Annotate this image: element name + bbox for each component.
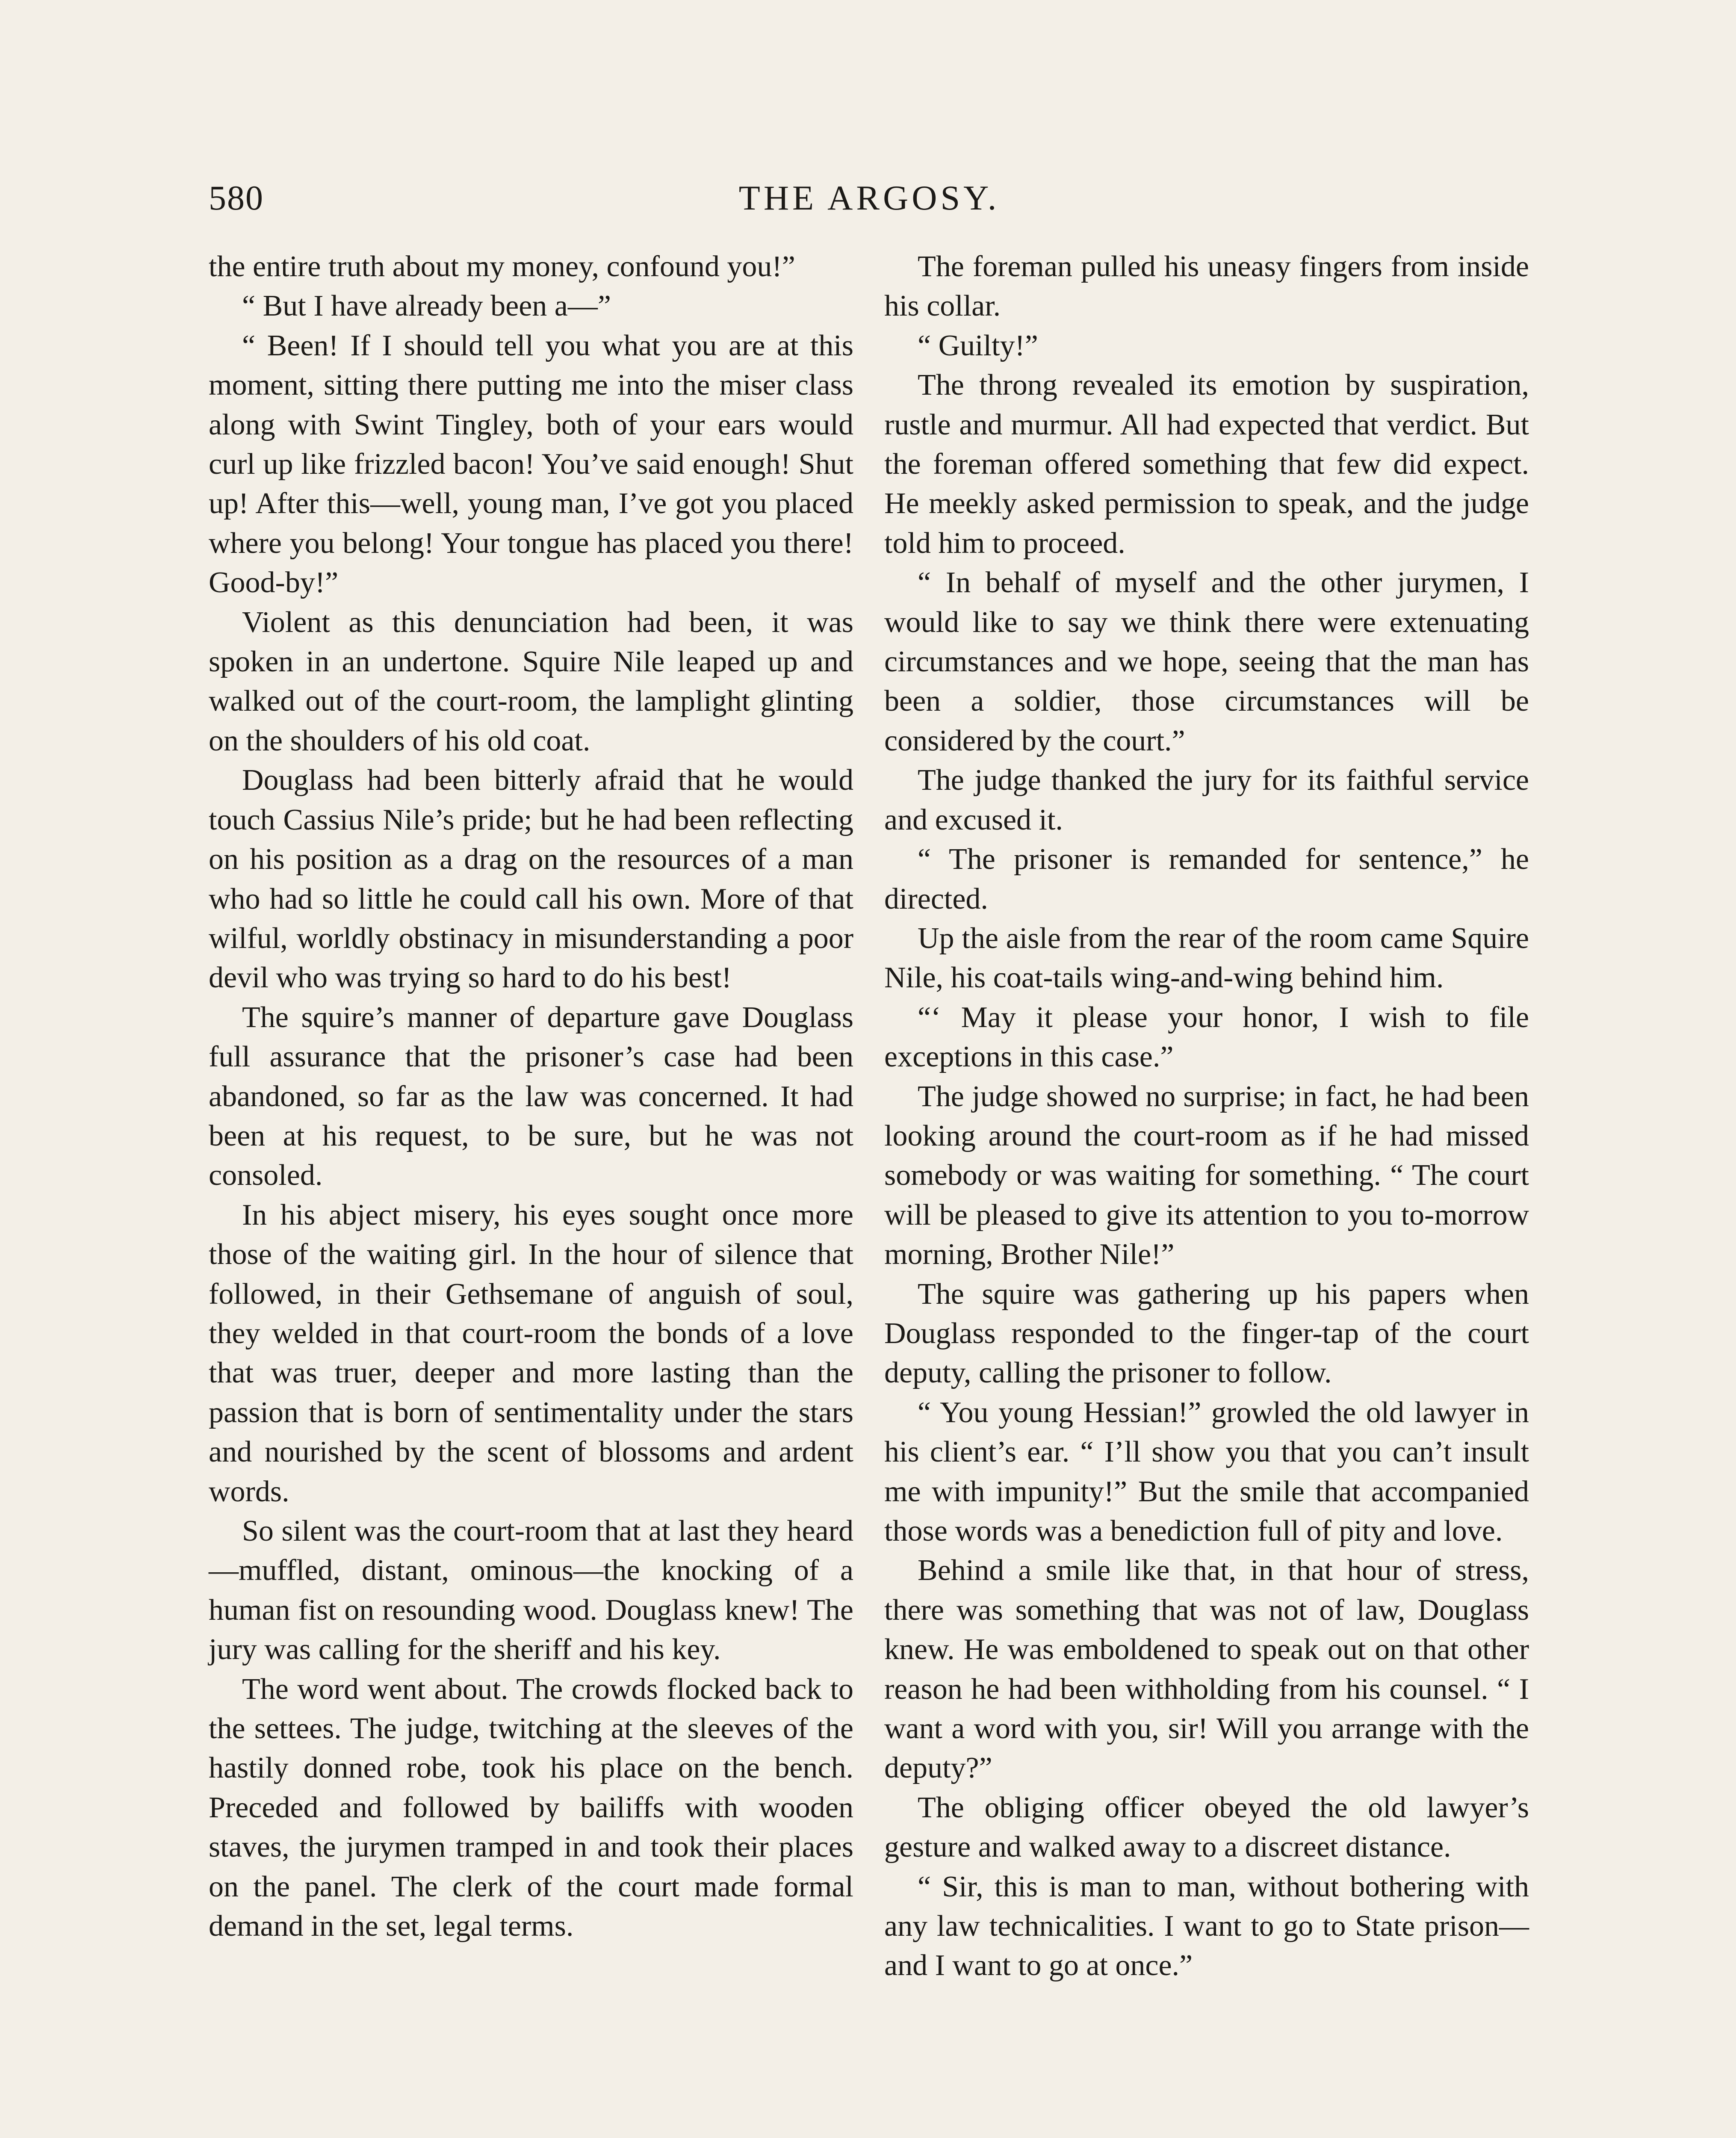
paragraph: The squire was gathering up his papers when Douglass responded to the finger-tap of the court deputy, calling the prisoner to follow. xyxy=(884,1277,1529,1390)
paragraph: Violent as this denunciation had been, it was spoken in an undertone. Squire Nile leaped up and walked out of the court-room, the lamplight glinting on the shoulders of his old coat. xyxy=(209,605,853,757)
paragraph: Douglass had been bitterly afraid that he would touch Cassius Nile’s pride; but he had been reflecting on his position as a drag on the resources of a man who had so little he could call his own. More of that wilful, worldly obstinacy in misunderstanding a poor devil who was trying so hard to do his best! xyxy=(209,764,853,995)
page-number: 580 xyxy=(209,178,264,217)
text-column-right xyxy=(884,247,1529,1986)
paragraph: “ Guilty!” xyxy=(918,329,1038,362)
paragraph: Up the aisle from the rear of the room came Squire Nile, his coat-tails wing-and-wing behind him. xyxy=(884,921,1529,995)
paragraph: “ In behalf of myself and the other jurymen, I would like to say we think there were extenuating circumstances and we hope, seeing that the man has been a soldier, those circumstances will be considered by the court.” xyxy=(884,566,1529,757)
paragraph: The judge showed no surprise; in fact, he had been looking around the court-room as if he had missed somebody or was waiting for something. “ The court will be pleased to give its attention to you to-morrow morning, Brother Nile!” xyxy=(884,1080,1529,1271)
paragraph: the entire truth about my money, confound you!” xyxy=(209,250,795,283)
paragraph: The judge thanked the jury for its faithful service and excused it. xyxy=(884,764,1529,836)
paragraph: Behind a smile like that, in that hour of stress, there was something that was not of law, Douglass knew. He was emboldened to speak out on that other reason he had been withholding from his counsel. “ I want a word with you, sir! Will you arrange with the deputy?” xyxy=(884,1554,1529,1785)
paragraph: “ But I have already been a—” xyxy=(242,289,611,323)
paragraph: “ Been! If I should tell you what you are at this moment, sitting there putting me into the miser class along with Swint Tingley, both of your ears would curl up like frizzled bacon! You’ve said enough! Shut up! After this—well, young man, I’ve got you placed where you belong! Your tongue has placed you there! Good-by!” xyxy=(209,329,853,599)
paragraph: In his abject misery, his eyes sought once more those of the waiting girl. In the hour of silence that followed, in their Gethsemane of anguish of soul, they welded in that court-room the bonds of a love that was truer, deeper and more lasting than the passion that is born of sentimentality under the stars and nourished by the scent of blossoms and ardent words. xyxy=(209,1198,853,1508)
paragraph: “‘ May it please your honor, I wish to file exceptions in this case.” xyxy=(884,1001,1529,1074)
paragraph: So silent was the court-room that at last they heard—muffled, distant, ominous—the knocking of a human fist on resounding wood. Douglass knew! The jury was calling for the sheriff and his key. xyxy=(209,1515,853,1666)
paragraph: “ Sir, this is man to man, without bothering with any law technicalities. I want to go to State prison—and I want to go at once.” xyxy=(884,1870,1529,1982)
paragraph: The foreman pulled his uneasy fingers from inside his collar. xyxy=(884,250,1529,323)
paragraph: “ You young Hessian!” growled the old lawyer in his client’s ear. “ I’ll show you that you can’t insult me with impunity!” But the smile that accompanied those words was a benediction full of pity and love. xyxy=(884,1396,1529,1547)
paragraph: “ The prisoner is remanded for sentence,” he directed. xyxy=(884,843,1529,915)
page-header xyxy=(209,174,1530,221)
paragraph: The word went about. The crowds flocked back to the settees. The judge, twitching at the sleeves of the hastily donned robe, took his place on the bench. Preceded and followed by bailiffs with wooden staves, the jurymen tramped in and took their places on the panel. The clerk of the court made formal demand in the set, legal terms. xyxy=(209,1672,853,1943)
paragraph: The squire’s manner of departure gave Douglass full assurance that the prisoner’s case had been abandoned, so far as the law was concerned. It had been at his request, to be sure, but he was not consoled. xyxy=(209,1001,853,1192)
text-column-left xyxy=(209,247,853,1946)
paragraph: The obliging officer obeyed the old lawyer’s gesture and walked away to a discreet distance. xyxy=(884,1791,1529,1864)
paragraph: The throng revealed its emotion by suspiration, rustle and murmur. All had expected that verdict. But the foreman offered something that few did expect. He meekly asked permission to speak, and the judge told him to proceed. xyxy=(884,369,1529,560)
running-head: THE ARGOSY. xyxy=(738,178,1000,217)
